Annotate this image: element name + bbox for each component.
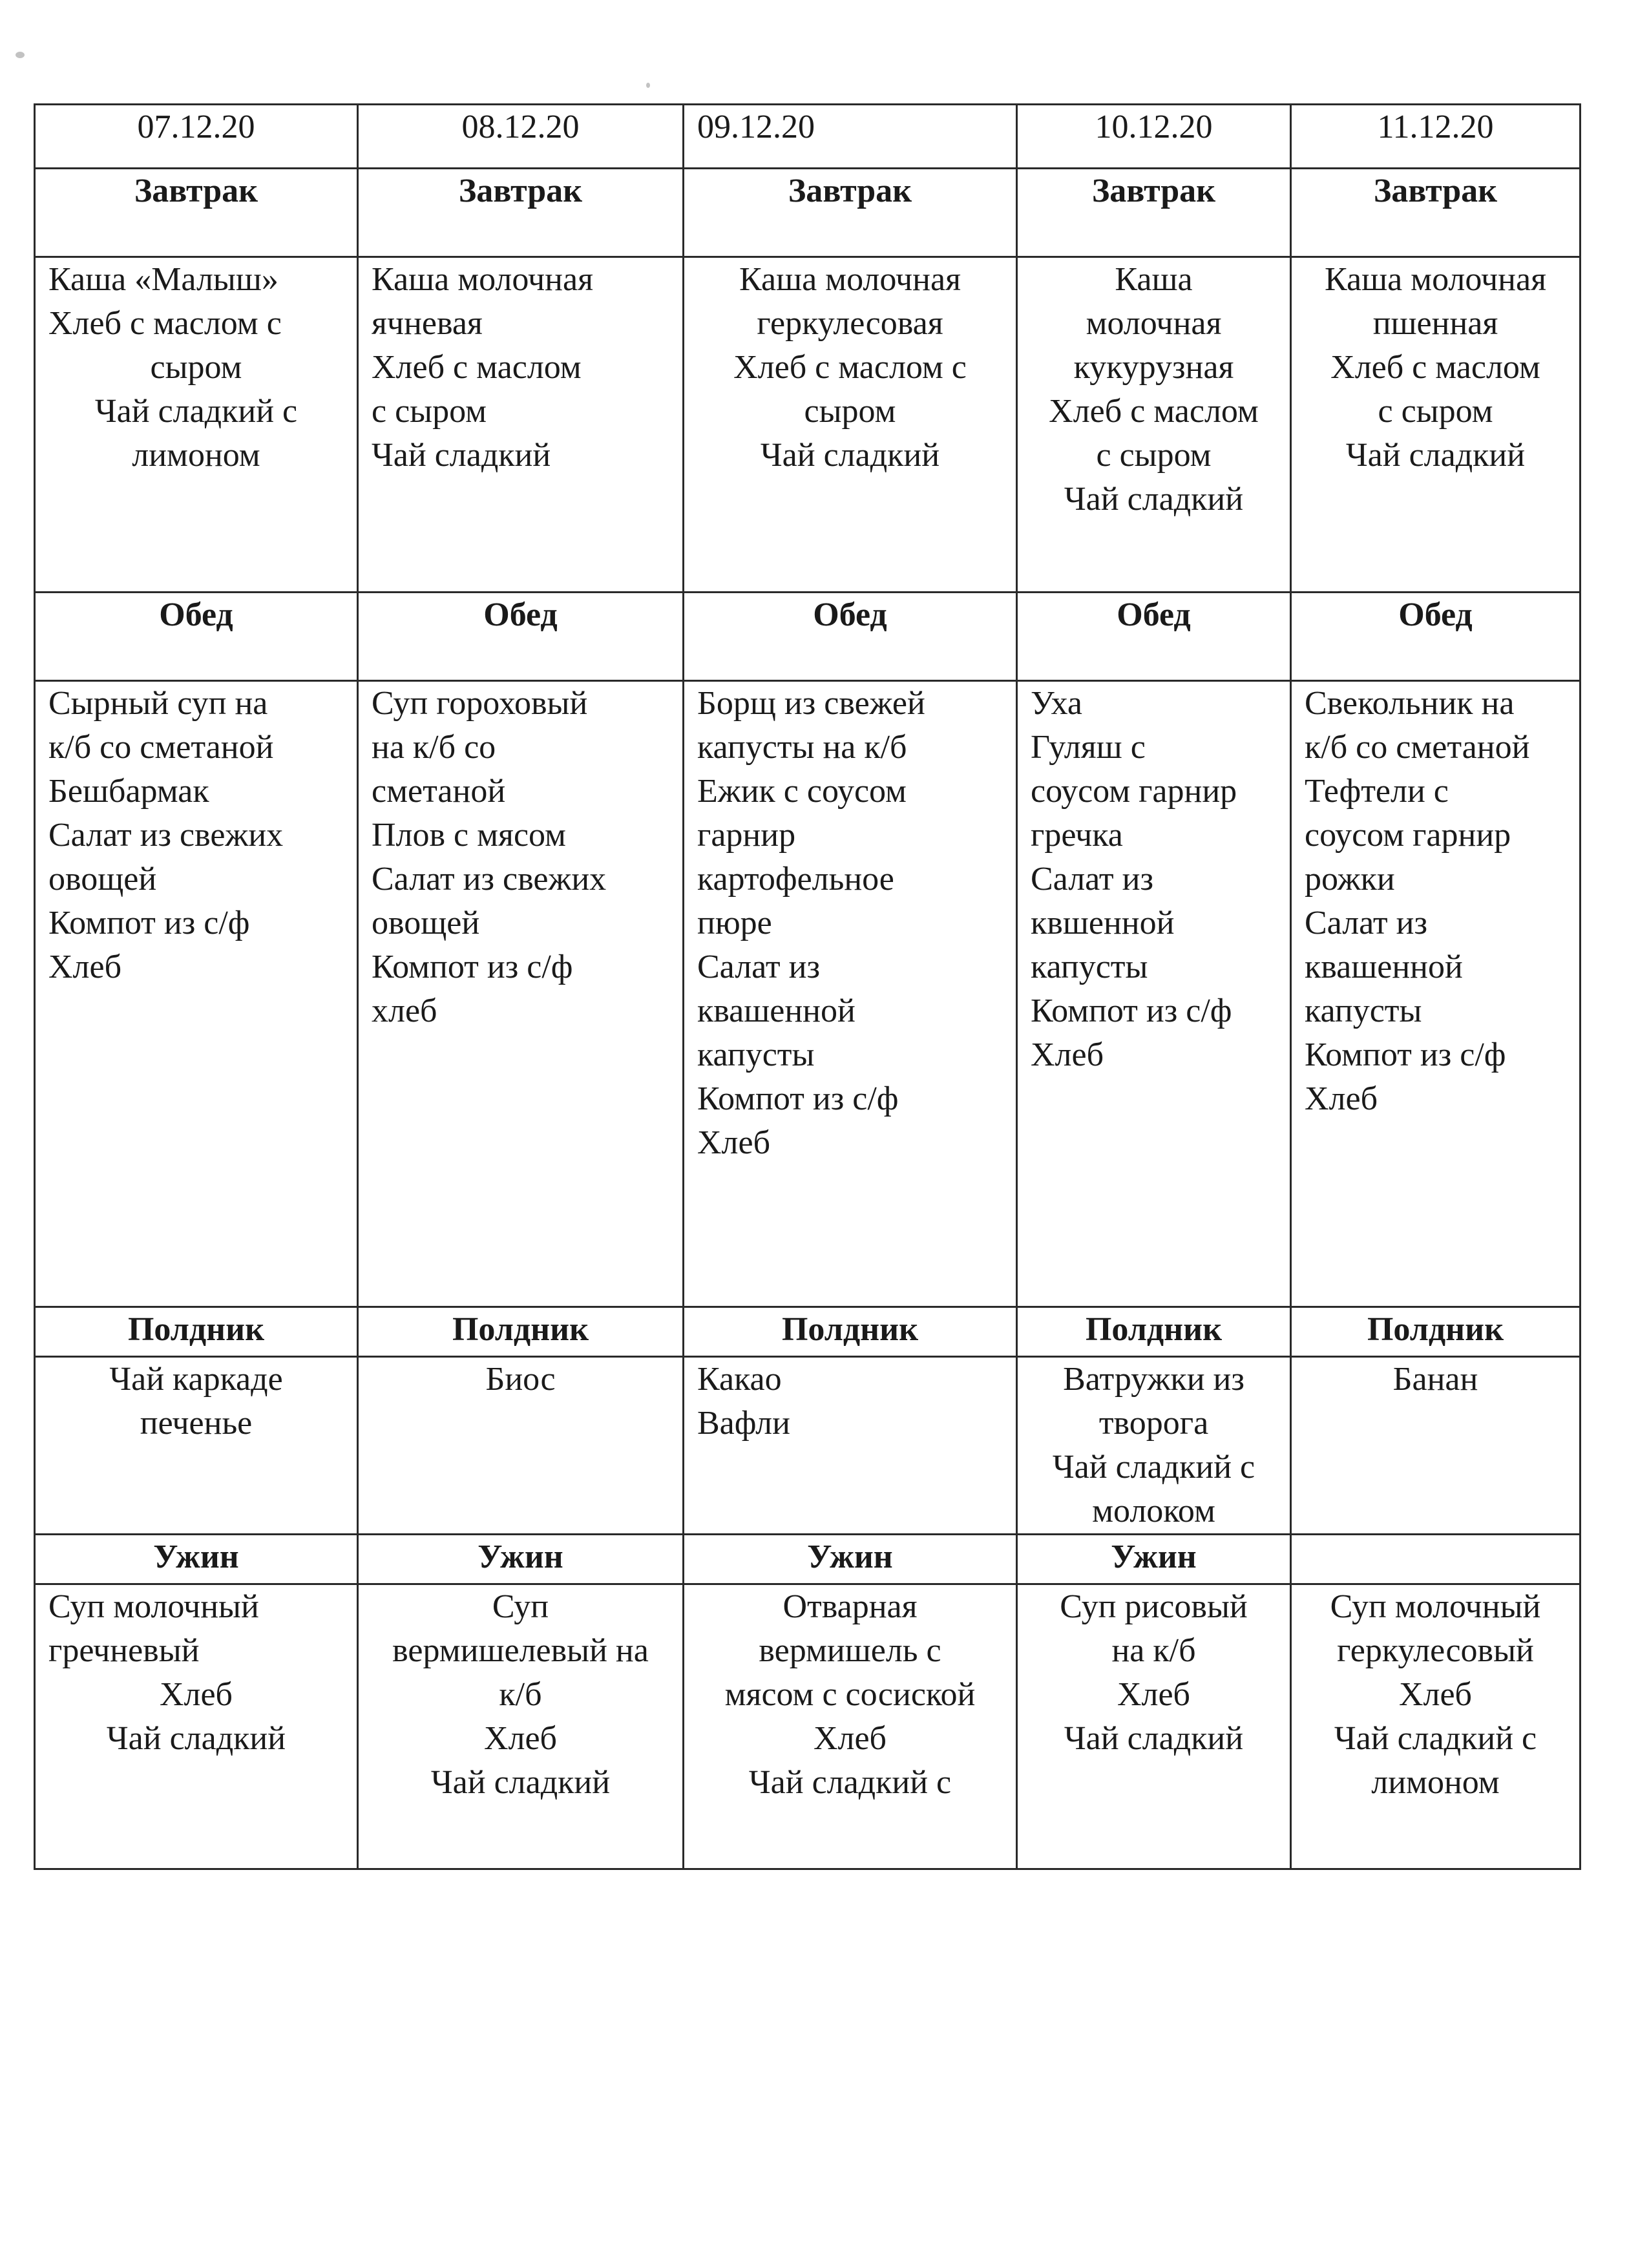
- dish-line: пшенная: [1372, 305, 1498, 342]
- dish-line: Салат из свежих: [48, 817, 284, 854]
- dish-cell: [684, 257, 1017, 593]
- dish-line: Чай сладкий: [1064, 481, 1244, 518]
- snack-header-row: [35, 1307, 1581, 1357]
- dish-line: Свекольник на: [1305, 685, 1515, 722]
- dish-line: на к/б: [1111, 1632, 1196, 1669]
- dish-line: Каша молочная: [372, 261, 594, 298]
- dish-line: на к/б со: [372, 729, 496, 766]
- dish-line: Отварная: [782, 1588, 918, 1625]
- dish-cell: [358, 681, 684, 1307]
- dish-line: геркулесовая: [757, 305, 943, 342]
- dish-line: ячневая: [372, 305, 483, 342]
- dish-line: Плов с мясом: [372, 817, 566, 854]
- dish-line: хлеб: [372, 992, 437, 1029]
- meal-header: Обед: [1291, 593, 1581, 681]
- meal-header: Полдник: [684, 1307, 1017, 1357]
- meal-header: Полдник: [35, 1307, 358, 1357]
- dish-line: гречневый: [48, 1632, 200, 1669]
- dish-line: Суп: [492, 1588, 549, 1625]
- meal-header: Завтрак: [1017, 169, 1291, 257]
- dish-line: Суп гороховый: [372, 685, 588, 722]
- dish-line: Гуляш с: [1031, 729, 1146, 766]
- dish-line: Уха: [1031, 685, 1083, 722]
- dish-line: молоком: [1092, 1493, 1215, 1529]
- dish-line: Тефтели с: [1305, 773, 1449, 810]
- dish-line: Хлеб с маслом: [1049, 393, 1259, 430]
- dish-cell: [1017, 257, 1291, 593]
- dish-cell: [1017, 1357, 1291, 1535]
- dish-line: Бешбармак: [48, 773, 209, 810]
- dish-cell: [358, 257, 684, 593]
- dish-cell: [1291, 257, 1581, 593]
- dish-line: лимоном: [132, 437, 260, 474]
- dish-line: Хлеб с маслом: [1330, 349, 1540, 386]
- meal-header: Ужин: [684, 1535, 1017, 1584]
- dish-line: лимоном: [1371, 1764, 1500, 1801]
- dish-line: Чай сладкий с: [1334, 1720, 1537, 1757]
- meal-header: Завтрак: [1291, 169, 1581, 257]
- dish-line: сыром: [150, 349, 242, 386]
- breakfast-row: [35, 257, 1581, 593]
- scan-speck: [646, 83, 650, 88]
- dish-line: Каша: [1115, 261, 1193, 298]
- dish-cell: [684, 1357, 1017, 1535]
- dish-line: Хлеб: [48, 949, 122, 985]
- dish-line: печенье: [140, 1405, 253, 1442]
- dish-line: Чай сладкий: [1345, 437, 1526, 474]
- dish-line: Компот из с/ф: [1305, 1036, 1506, 1073]
- dish-line: Суп молочный: [1330, 1588, 1541, 1625]
- dish-line: Чай сладкий с: [94, 393, 298, 430]
- dish-line: творога: [1098, 1405, 1209, 1442]
- dish-cell: [1017, 1584, 1291, 1869]
- dish-line: Салат из свежих: [372, 861, 607, 898]
- dish-line: пюре: [697, 905, 772, 941]
- dish-line: к/б со сметаной: [48, 729, 274, 766]
- dish-line: вермишель с: [759, 1632, 941, 1669]
- dish-line: Ватружки из: [1063, 1361, 1245, 1398]
- dish-cell: [684, 681, 1017, 1307]
- dish-line: Чай сладкий с: [748, 1764, 952, 1801]
- meal-header: Полдник: [1017, 1307, 1291, 1357]
- dish-line: капусты на к/б: [697, 729, 907, 766]
- dish-line: Чай сладкий: [760, 437, 940, 474]
- dish-line: к/б со сметаной: [1305, 729, 1530, 766]
- dish-line: Салат из: [1305, 905, 1427, 941]
- dish-line: квашенной: [697, 992, 856, 1029]
- dish-line: Сырный суп на: [48, 685, 268, 722]
- dish-line: Суп молочный: [48, 1588, 259, 1625]
- weekly-menu-table: [34, 103, 1581, 1870]
- dish-line: Чай сладкий: [372, 437, 551, 474]
- dish-cell: [1291, 1357, 1581, 1535]
- dish-line: капусты: [697, 1036, 815, 1073]
- dish-line: Банан: [1392, 1361, 1478, 1398]
- meal-header: Ужин: [358, 1535, 684, 1584]
- meal-header: Завтрак: [35, 169, 358, 257]
- dish-cell: [684, 1584, 1017, 1869]
- dish-line: с сыром: [1378, 393, 1493, 430]
- dish-cell: [35, 1357, 358, 1535]
- dish-line: гарнир: [697, 817, 796, 854]
- dish-line: квашенной: [1305, 949, 1463, 985]
- dish-line: Хлеб: [1305, 1080, 1378, 1117]
- meal-header: Завтрак: [684, 169, 1017, 257]
- breakfast-header-row: [35, 169, 1581, 257]
- meal-header: Обед: [358, 593, 684, 681]
- dish-cell: [1291, 1584, 1581, 1869]
- dish-line: Компот из с/ф: [697, 1080, 899, 1117]
- meal-header: Полдник: [1291, 1307, 1581, 1357]
- dish-line: Компот из с/ф: [1031, 992, 1232, 1029]
- dish-line: Хлеб: [1117, 1676, 1191, 1713]
- dish-line: Чай сладкий: [430, 1764, 611, 1801]
- dish-line: Компот из с/ф: [48, 905, 250, 941]
- dish-line: мясом с сосиской: [724, 1676, 976, 1713]
- dish-line: Хлеб: [483, 1720, 558, 1757]
- dish-line: капусты: [1031, 949, 1148, 985]
- dinner-row: [35, 1584, 1581, 1869]
- dish-line: Хлеб с маслом с: [733, 349, 967, 386]
- dish-cell: [358, 1584, 684, 1869]
- dish-cell: [35, 1584, 358, 1869]
- dish-line: соусом гарнир: [1031, 773, 1237, 810]
- dish-cell: [1017, 681, 1291, 1307]
- dish-line: капусты: [1305, 992, 1422, 1029]
- dish-line: рожки: [1305, 861, 1395, 898]
- dish-line: овощей: [372, 905, 480, 941]
- dish-line: Вафли: [697, 1405, 790, 1442]
- date-cell: 11.12.20: [1291, 105, 1581, 169]
- dish-line: Биос: [485, 1361, 556, 1398]
- dish-line: гречка: [1031, 817, 1123, 854]
- dish-line: с сыром: [372, 393, 487, 430]
- dish-line: соусом гарнир: [1305, 817, 1511, 854]
- lunch-row: [35, 681, 1581, 1307]
- dish-line: вермишелевый на: [392, 1632, 649, 1669]
- dish-line: Чай сладкий с: [1052, 1449, 1255, 1486]
- dish-line: Ежик с соусом: [697, 773, 907, 810]
- dish-line: Хлеб с маслом: [372, 349, 582, 386]
- dish-line: сметаной: [372, 773, 506, 810]
- dish-line: с сыром: [1096, 437, 1212, 474]
- dish-line: Хлеб с маслом с: [48, 305, 282, 342]
- dish-line: Каша молочная: [1324, 261, 1546, 298]
- dish-line: Салат из: [1031, 861, 1153, 898]
- dish-line: Хлеб: [813, 1720, 887, 1757]
- date-cell: 09.12.20: [684, 105, 1017, 169]
- dish-line: кукурузная: [1073, 349, 1234, 386]
- dish-line: геркулесовый: [1337, 1632, 1534, 1669]
- dish-cell: [358, 1357, 684, 1535]
- meal-header: Ужин: [1017, 1535, 1291, 1584]
- meal-header: Обед: [35, 593, 358, 681]
- date-cell: 08.12.20: [358, 105, 684, 169]
- snack-row: [35, 1357, 1581, 1535]
- meal-header: Обед: [684, 593, 1017, 681]
- dish-line: Хлеб: [1398, 1676, 1473, 1713]
- dish-cell: [1291, 681, 1581, 1307]
- dish-line: к/б: [499, 1676, 542, 1713]
- dish-line: молочная: [1086, 305, 1222, 342]
- dish-line: Хлеб: [159, 1676, 233, 1713]
- date-cell: 07.12.20: [35, 105, 358, 169]
- meal-header: [1291, 1535, 1581, 1584]
- dish-line: Хлеб: [697, 1124, 771, 1161]
- date-cell: 10.12.20: [1017, 105, 1291, 169]
- dish-line: Салат из: [697, 949, 820, 985]
- dish-line: Хлеб: [1031, 1036, 1104, 1073]
- dish-line: Какао: [697, 1361, 782, 1398]
- dinner-header-row: [35, 1535, 1581, 1584]
- dish-cell: [35, 681, 358, 1307]
- dish-line: Чай каркаде: [109, 1361, 283, 1398]
- date-row: [35, 105, 1581, 169]
- dish-line: Чай сладкий: [106, 1720, 286, 1757]
- dish-line: овощей: [48, 861, 157, 898]
- lunch-header-row: [35, 593, 1581, 681]
- dish-line: Компот из с/ф: [372, 949, 573, 985]
- dish-line: Суп рисовый: [1060, 1588, 1248, 1625]
- dish-line: картофельное: [697, 861, 894, 898]
- dish-line: Борщ из свежей: [697, 685, 925, 722]
- dish-line: Каша «Малыш»: [48, 261, 278, 298]
- dish-line: сыром: [804, 393, 896, 430]
- scan-speck: [16, 52, 25, 58]
- meal-header: Полдник: [358, 1307, 684, 1357]
- dish-line: Чай сладкий: [1064, 1720, 1244, 1757]
- dish-line: квшенной: [1031, 905, 1175, 941]
- meal-header: Ужин: [35, 1535, 358, 1584]
- dish-line: Каша молочная: [739, 261, 961, 298]
- meal-header: Обед: [1017, 593, 1291, 681]
- meal-header: Завтрак: [358, 169, 684, 257]
- dish-cell: [35, 257, 358, 593]
